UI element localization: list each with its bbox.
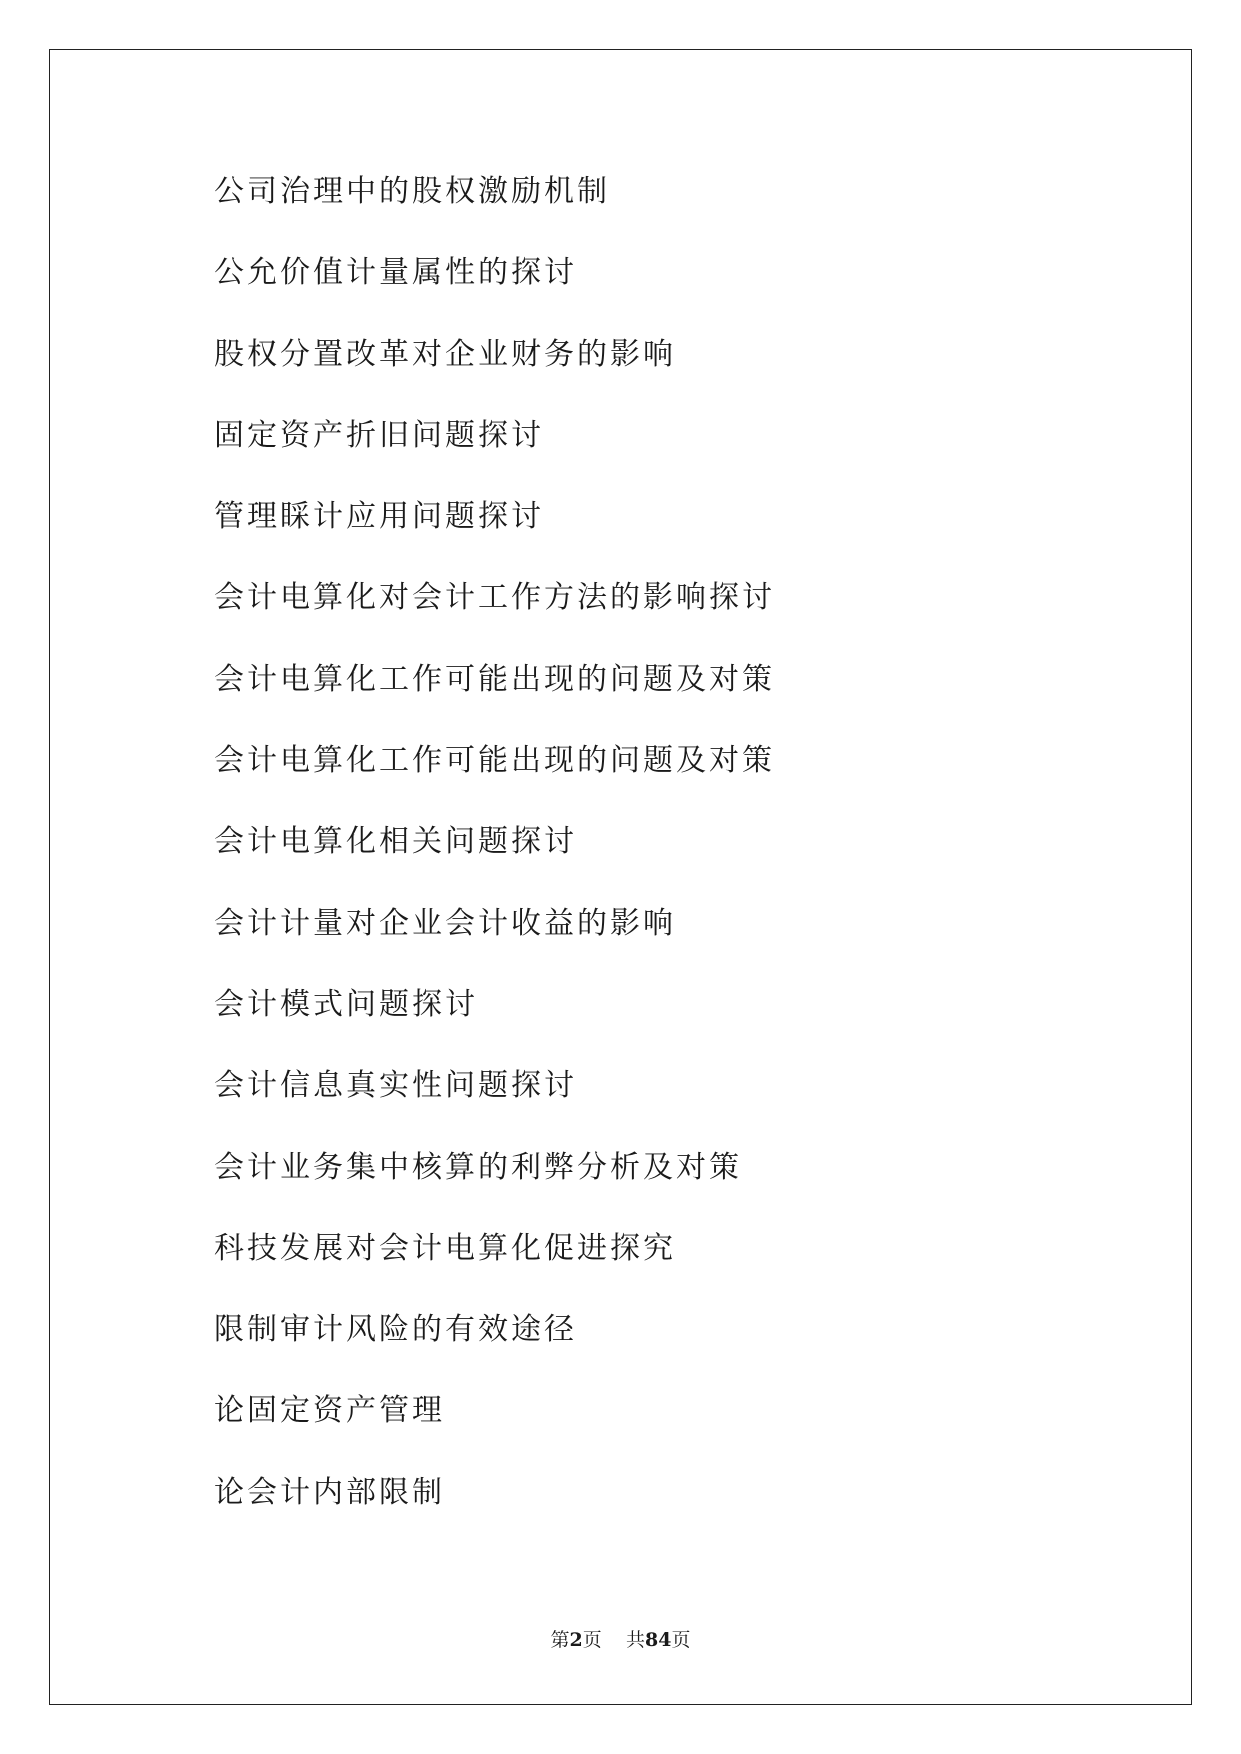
page-footer	[0, 1625, 1241, 1652]
list-item: 会计模式问题探讨	[214, 986, 478, 1022]
total-pages: 84	[644, 1629, 672, 1651]
total-suffix: 页	[671, 1629, 691, 1651]
list-item: 论会计内部限制	[214, 1474, 445, 1510]
list-item: 公允价值计量属性的探讨	[214, 255, 577, 291]
list-item: 论固定资产管理	[214, 1393, 445, 1429]
list-item: 限制审计风险的有效途径	[214, 1312, 577, 1348]
list-item: 会计业务集中核算的利弊分析及对策	[214, 1149, 742, 1185]
list-item: 公司治理中的股权激励机制	[214, 174, 610, 209]
list-item: 会计电算化相关问题探讨	[214, 824, 577, 860]
list-item: 会计电算化工作可能出现的问题及对策	[214, 743, 775, 779]
page-number: 2	[569, 1629, 583, 1651]
topic-list	[214, 165, 775, 1547]
list-item: 会计计量对企业会计收益的影响	[214, 905, 676, 941]
list-item: 股权分置改革对企业财务的影响	[214, 336, 676, 372]
list-item: 会计电算化对会计工作方法的影响探讨	[214, 580, 775, 616]
list-item: 固定资产折旧问题探讨	[214, 417, 544, 453]
list-item: 会计信息真实性问题探讨	[214, 1068, 577, 1104]
page-suffix: 页	[582, 1629, 602, 1651]
list-item: 会计电算化工作可能出现的问题及对策	[214, 661, 775, 697]
total-prefix: 共	[625, 1629, 645, 1651]
list-item: 管理睬计应用问题探讨	[214, 499, 544, 535]
page-prefix: 第	[550, 1629, 570, 1651]
list-item: 科技发展对会计电算化促进探究	[214, 1230, 676, 1266]
